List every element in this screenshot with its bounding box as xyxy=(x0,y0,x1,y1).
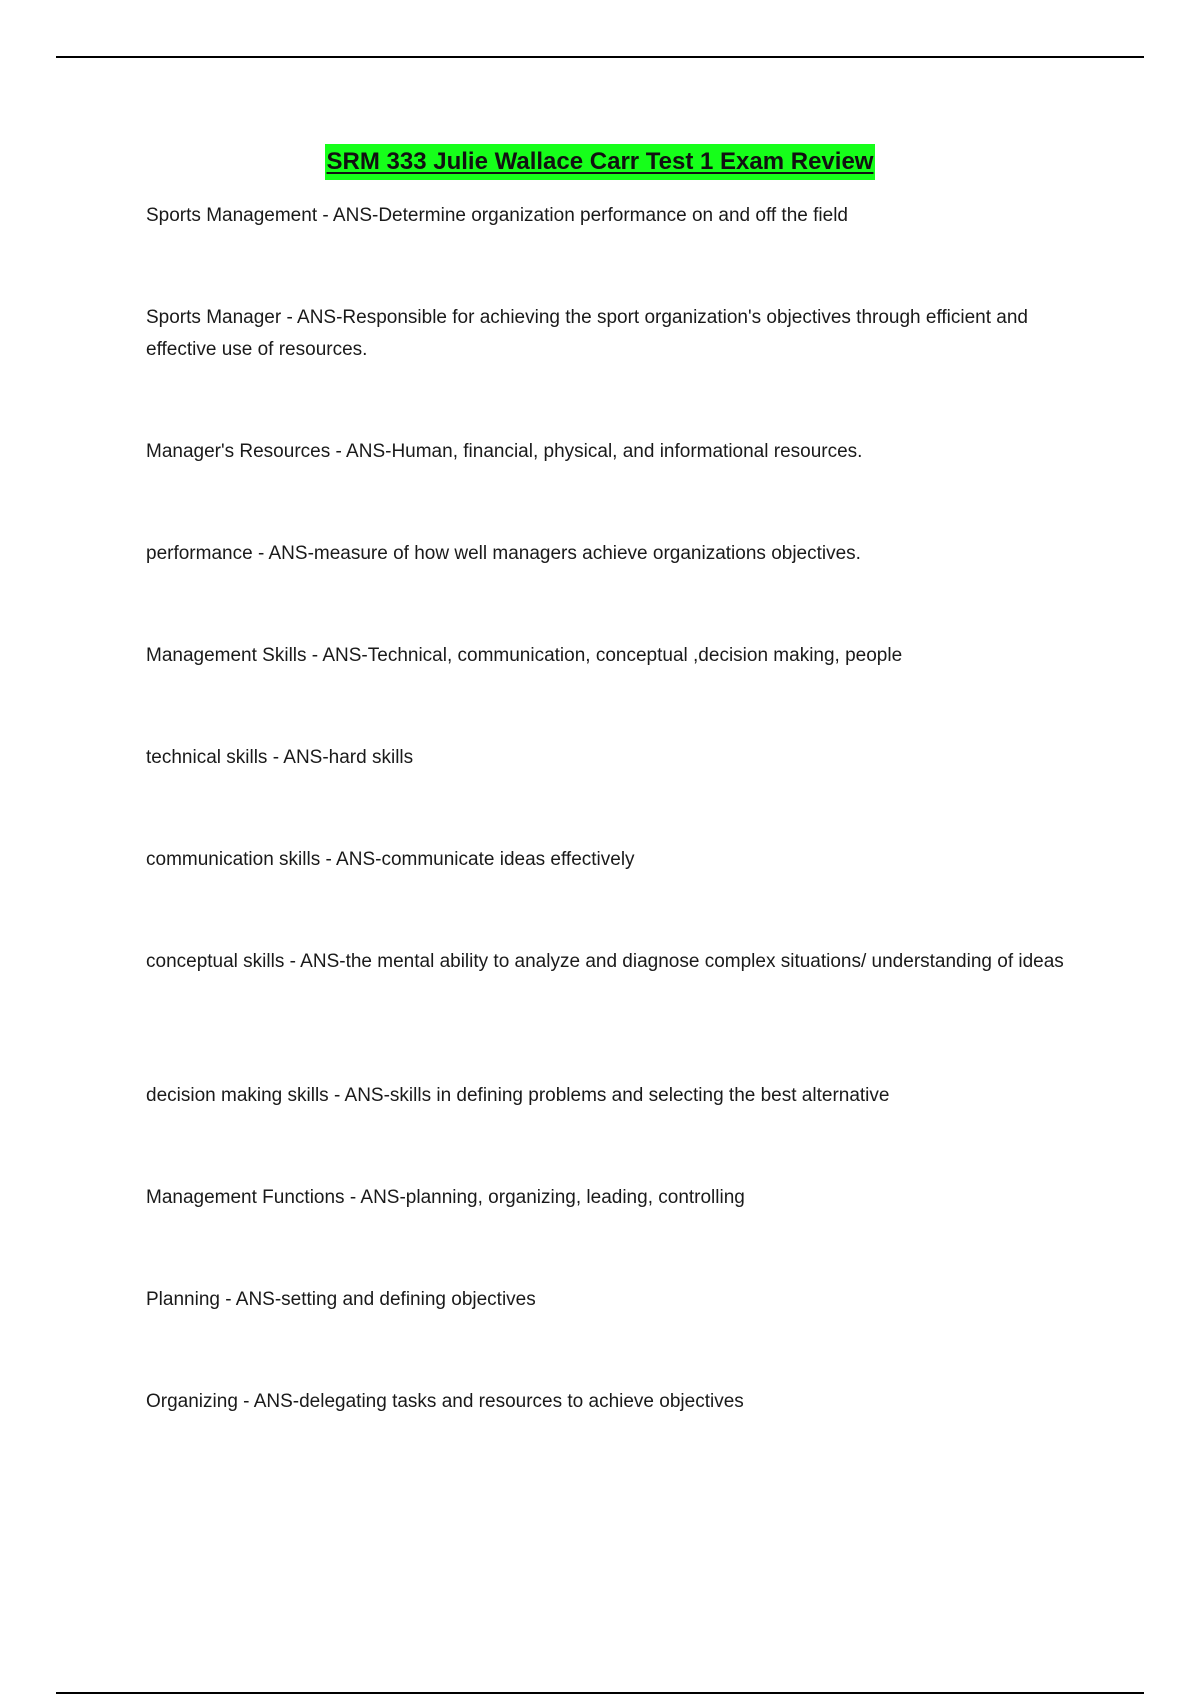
document-title: SRM 333 Julie Wallace Carr Test 1 Exam Review xyxy=(325,144,876,180)
entry-sports-manager: Sports Manager - ANS-Responsible for achieving the sport organization's objectives through efficient and effective use of resources. xyxy=(146,307,1028,360)
title-container xyxy=(0,144,1200,180)
entry-communication-skills: communication skills - ANS-communicate ideas effectively xyxy=(146,849,635,870)
entry-management-functions: Management Functions - ANS-planning, organizing, leading, controlling xyxy=(146,1187,745,1208)
entry-planning: Planning - ANS-setting and defining objectives xyxy=(146,1289,536,1310)
header-rule xyxy=(56,56,1144,58)
entry-technical-skills: technical skills - ANS-hard skills xyxy=(146,747,414,768)
footer-rule xyxy=(56,1692,1144,1694)
review-entries xyxy=(146,200,1086,1488)
entry-decision-making-skills: decision making skills - ANS-skills in defining problems and selecting the best alternative xyxy=(146,1085,890,1106)
entry-conceptual-skills: conceptual skills - ANS-the mental ability to analyze and diagnose complex situations/ understanding of ideas xyxy=(146,951,1064,972)
entry-sports-management: Sports Management - ANS-Determine organization performance on and off the field xyxy=(146,205,848,226)
entry-organizing: Organizing - ANS-delegating tasks and resources to achieve objectives xyxy=(146,1391,744,1412)
entry-managers-resources: Manager's Resources - ANS-Human, financial, physical, and informational resources. xyxy=(146,441,863,462)
entry-performance: performance - ANS-measure of how well managers achieve organizations objectives. xyxy=(146,543,861,564)
entry-management-skills: Management Skills - ANS-Technical, communication, conceptual ,decision making, people xyxy=(146,645,903,666)
